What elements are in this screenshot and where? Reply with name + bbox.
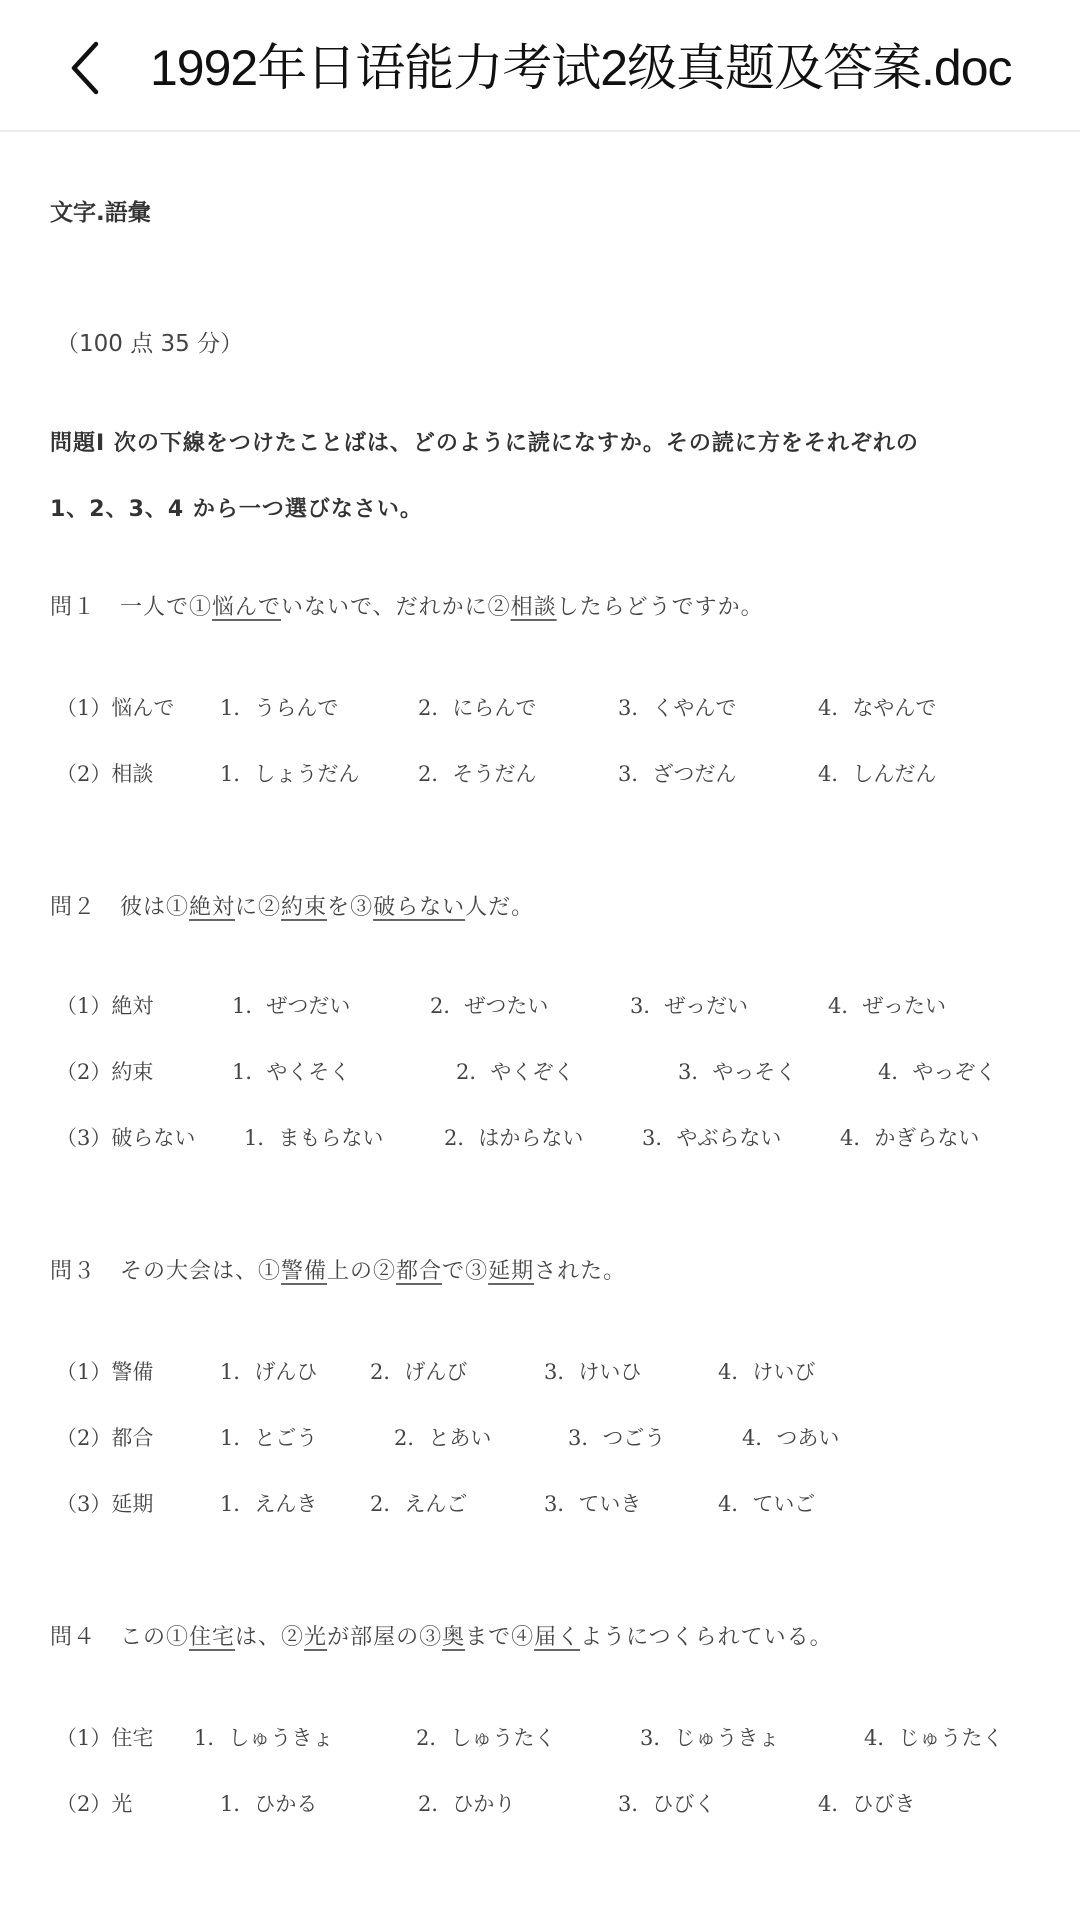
document-title: 1992年日语能力考试2级真题及答案.doc: [150, 40, 1012, 96]
option[interactable]: 4．ぜったい: [828, 994, 946, 1018]
option[interactable]: 1．とごう: [220, 1426, 318, 1450]
option[interactable]: 2．ひかり: [418, 1792, 516, 1816]
score-time: （100 点 35 分）: [56, 331, 244, 357]
app-header: [0, 0, 1080, 132]
underlined-word: 絶対: [189, 895, 236, 920]
option[interactable]: 3．ぜっだい: [630, 994, 748, 1018]
option[interactable]: 4．つあい: [742, 1426, 840, 1450]
section-title: 文字.語彙: [50, 200, 151, 226]
underlined-word: 都合: [396, 1259, 443, 1284]
underlined-word: 警備: [281, 1259, 328, 1284]
question-label: 問１: [50, 595, 97, 620]
underlined-word: 奥: [442, 1625, 466, 1650]
question-label: 問２: [50, 895, 97, 920]
option[interactable]: 3．やぶらない: [642, 1126, 782, 1150]
underlined-word: 住宅: [189, 1625, 236, 1650]
question-3: 問３ その大会は、①警備上の②都合で③延期された。: [50, 1259, 627, 1284]
option[interactable]: 2．そうだん: [418, 762, 537, 786]
instruction-line-2: 1、2、3、4 から一つ選びなさい。: [50, 497, 423, 522]
question-1: 問１ 一人で①悩んでいないで、だれかに②相談したらどうですか。: [50, 595, 764, 620]
option[interactable]: 4．けいび: [718, 1360, 816, 1384]
option[interactable]: 3．ひびく: [618, 1792, 716, 1816]
option[interactable]: 1．まもらない: [244, 1126, 384, 1150]
option[interactable]: 2．げんび: [370, 1360, 468, 1384]
option[interactable]: 4．ていご: [718, 1492, 816, 1516]
option[interactable]: 3．じゅうきょ: [640, 1726, 780, 1750]
option[interactable]: 2．しゅうたく: [416, 1726, 556, 1750]
option[interactable]: 1．げんひ: [220, 1360, 318, 1384]
option[interactable]: 3．ざつだん: [618, 762, 737, 786]
option[interactable]: 3．つごう: [568, 1426, 666, 1450]
chevron-left-icon: [62, 38, 112, 98]
option[interactable]: 4．やっぞく: [878, 1060, 997, 1084]
underlined-word: 届く: [534, 1625, 581, 1650]
underlined-word: 悩んで: [212, 595, 282, 620]
option[interactable]: 3．くやんで: [618, 696, 737, 720]
question-2: 問２ 彼は①絶対に②約束を③破らない人だ。: [50, 895, 535, 920]
option[interactable]: 1．しゅうきょ: [194, 1726, 334, 1750]
option[interactable]: 1．うらんで: [220, 696, 339, 720]
option[interactable]: 1．しょうだん: [220, 762, 360, 786]
question-label: 問４: [50, 1625, 97, 1650]
instruction-line-1: 問題Ⅰ 次の下線をつけたことばは、どのように読になすか。その読に方をそれぞれの: [50, 431, 919, 456]
option[interactable]: 2．はからない: [444, 1126, 584, 1150]
option[interactable]: 1．えんき: [220, 1492, 318, 1516]
option[interactable]: 3．けいひ: [544, 1360, 642, 1384]
question-4: 問４ この①住宅は、②光が部屋の③奥まで④届くようにつくられている。: [50, 1625, 833, 1650]
option[interactable]: 1．ひかる: [220, 1792, 318, 1816]
option[interactable]: 4．なやんで: [818, 696, 937, 720]
option[interactable]: 3．ていき: [544, 1492, 642, 1516]
option[interactable]: 1．ぜつだい: [232, 994, 351, 1018]
option[interactable]: 4．しんだん: [818, 762, 937, 786]
option[interactable]: 2．にらんで: [418, 696, 537, 720]
option[interactable]: 4．ひびき: [818, 1792, 916, 1816]
option[interactable]: 2．えんご: [370, 1492, 468, 1516]
option[interactable]: 4．じゅうたく: [864, 1726, 1004, 1750]
underlined-word: 光: [304, 1625, 328, 1650]
option[interactable]: 1．やくそく: [232, 1060, 351, 1084]
option[interactable]: 3．やっそく: [678, 1060, 797, 1084]
underlined-word: 破らない: [373, 895, 466, 920]
back-button[interactable]: [62, 38, 112, 98]
option[interactable]: 2．とあい: [394, 1426, 492, 1450]
underlined-word: 約束: [281, 895, 328, 920]
underlined-word: 相談: [510, 595, 557, 620]
underlined-word: 延期: [488, 1259, 535, 1284]
option[interactable]: 2．やくぞく: [456, 1060, 575, 1084]
option[interactable]: 4．かぎらない: [840, 1126, 980, 1150]
question-label: 問３: [50, 1259, 97, 1284]
option[interactable]: 2．ぜつたい: [430, 994, 549, 1018]
